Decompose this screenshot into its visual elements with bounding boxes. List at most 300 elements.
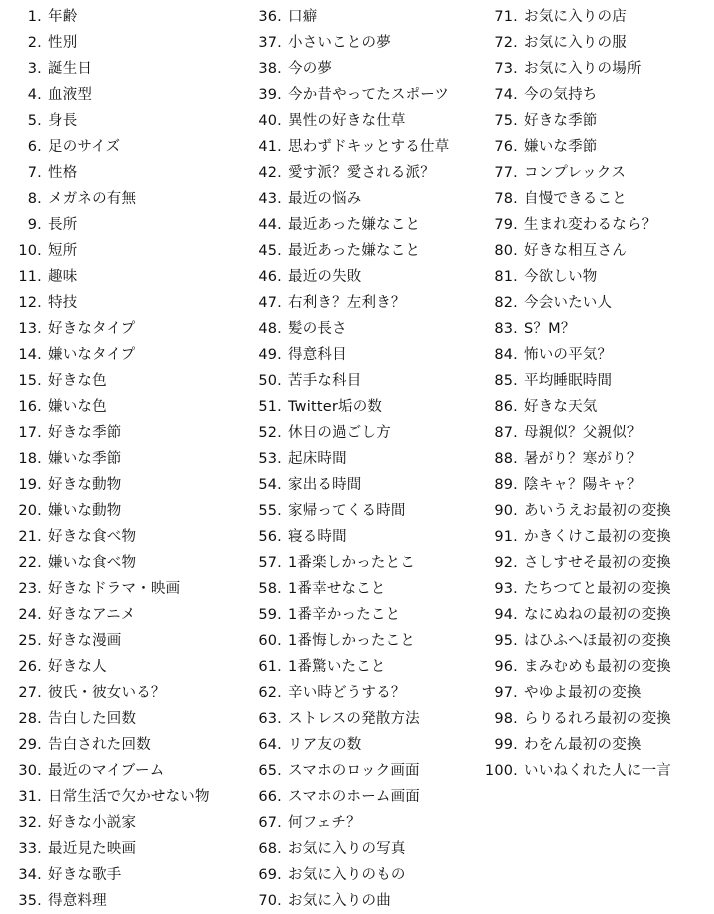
- item-number: 10.: [18, 243, 42, 259]
- item-number: 72.: [494, 35, 518, 51]
- list-item: [482, 628, 714, 654]
- item-number: 36.: [258, 9, 282, 25]
- list-item: [250, 368, 495, 394]
- item-number: 88.: [494, 451, 518, 467]
- list-item: [482, 420, 714, 446]
- item-text: 好きな色: [48, 373, 107, 389]
- list-item: [250, 316, 495, 342]
- item-text: 特技: [48, 295, 78, 311]
- item-number: 34.: [18, 867, 42, 883]
- list-item: [8, 420, 248, 446]
- list-item: [8, 576, 248, 602]
- item-number: 47.: [258, 295, 282, 311]
- list-item: [250, 420, 495, 446]
- item-number: 73.: [494, 61, 518, 77]
- item-number: 22.: [18, 555, 42, 571]
- item-number: 94.: [494, 607, 518, 623]
- list-item: [8, 784, 248, 810]
- item-text: 平均睡眠時間: [524, 373, 613, 389]
- item-text: 好きな天気: [524, 399, 598, 415]
- item-number: 45.: [258, 243, 282, 259]
- list-item: [8, 706, 248, 732]
- item-text: 得意料理: [48, 893, 107, 909]
- list-item: [8, 4, 248, 30]
- item-text: スマホのロック画面: [288, 763, 420, 779]
- item-text: 1番辛かったこと: [288, 607, 401, 623]
- list-item: [8, 446, 248, 472]
- item-text: 日常生活で欠かせない物: [48, 789, 210, 805]
- list-item: [8, 498, 248, 524]
- item-number: 30.: [18, 763, 42, 779]
- list-item: [250, 290, 495, 316]
- item-text: はひふへほ最初の変換: [524, 633, 671, 649]
- item-text: 生まれ変わるなら？: [524, 217, 657, 233]
- item-text: 足のサイズ: [48, 139, 121, 155]
- item-text: 血液型: [48, 87, 93, 103]
- item-text: スマホのホーム画面: [288, 789, 421, 805]
- item-text: 性別: [48, 35, 78, 51]
- item-text: 何フェチ？: [288, 815, 361, 831]
- item-text: さしすせそ最初の変換: [524, 555, 671, 571]
- item-text: 嫌いな季節: [524, 139, 598, 155]
- list-item: [8, 342, 248, 368]
- item-number: 83.: [494, 321, 518, 337]
- item-text: 年齢: [48, 9, 78, 25]
- item-number: 32.: [18, 815, 42, 831]
- item-text: S？M？: [524, 321, 576, 337]
- list-item: [250, 4, 495, 30]
- list-item: [250, 888, 495, 914]
- item-text: 好きな季節: [524, 113, 598, 129]
- list-item: [250, 680, 495, 706]
- list-item: [8, 264, 248, 290]
- list-item: [8, 316, 248, 342]
- item-text: 彼氏・彼女いる？: [48, 685, 166, 701]
- list-item: [8, 550, 248, 576]
- list-item: [482, 472, 714, 498]
- item-text: Twitter垢の数: [288, 399, 383, 415]
- item-number: 8.: [27, 191, 42, 207]
- item-number: 21.: [18, 529, 42, 545]
- list-item: [250, 212, 495, 238]
- item-text: 思わずドキッとする仕草: [288, 139, 450, 155]
- item-text: 長所: [48, 217, 78, 233]
- item-text: 嫌いな色: [48, 399, 107, 415]
- list-item: [8, 472, 248, 498]
- item-text: 好きなアニメ: [48, 607, 136, 623]
- list-item: [8, 290, 248, 316]
- list-item: [482, 758, 714, 784]
- item-number: 97.: [494, 685, 518, 701]
- item-text: コンプレックス: [524, 165, 627, 181]
- item-number: 16.: [18, 399, 42, 415]
- item-text: 家出る時間: [288, 477, 362, 493]
- item-text: 異性の好きな仕草: [288, 113, 406, 129]
- list-item: [8, 56, 248, 82]
- item-number: 99.: [494, 737, 518, 753]
- item-text: お気に入りの服: [524, 35, 627, 51]
- item-text: 最近の悩み: [288, 191, 362, 207]
- item-number: 43.: [258, 191, 282, 207]
- item-number: 5.: [27, 113, 42, 129]
- list-item: [482, 706, 714, 732]
- item-text: 得意科目: [288, 347, 347, 363]
- item-text: 自慢できること: [524, 191, 627, 207]
- list-item: [250, 576, 495, 602]
- list-item: [250, 628, 495, 654]
- item-number: 6.: [27, 139, 42, 155]
- item-number: 59.: [258, 607, 282, 623]
- item-text: 好きな歌手: [48, 867, 122, 883]
- item-number: 56.: [258, 529, 282, 545]
- item-number: 71.: [494, 9, 518, 25]
- item-text: 嫌いな動物: [48, 503, 122, 519]
- item-number: 66.: [258, 789, 282, 805]
- list-item: [250, 602, 495, 628]
- item-text: たちつてと最初の変換: [524, 581, 671, 597]
- item-text: 好きなドラマ・映画: [48, 581, 181, 597]
- item-number: 85.: [494, 373, 518, 389]
- item-text: 嫌いなタイプ: [48, 347, 136, 363]
- item-text: 趣味: [48, 269, 78, 285]
- list-item: [8, 836, 248, 862]
- list-item: [482, 498, 714, 524]
- list-item: [482, 264, 714, 290]
- item-text: 誕生日: [48, 61, 93, 77]
- item-number: 17.: [18, 425, 42, 441]
- question-column-2: [250, 4, 495, 914]
- item-number: 64.: [258, 737, 282, 753]
- item-text: 家帰ってくる時間: [288, 503, 406, 519]
- item-text: 右利き？左利き？: [288, 295, 406, 311]
- list-item: [250, 862, 495, 888]
- list-item: [482, 316, 714, 342]
- list-item: [482, 394, 714, 420]
- item-text: 最近見た映画: [48, 841, 137, 857]
- list-item: [8, 108, 248, 134]
- item-number: 87.: [494, 425, 518, 441]
- item-text: 好きなタイプ: [48, 321, 136, 337]
- item-number: 51.: [258, 399, 282, 415]
- item-text: リア友の数: [288, 737, 362, 753]
- item-number: 98.: [494, 711, 518, 727]
- item-text: 今の夢: [288, 61, 333, 77]
- item-text: 好きな相互さん: [524, 243, 627, 259]
- list-item: [8, 30, 248, 56]
- item-number: 1.: [27, 9, 42, 25]
- item-text: 身長: [48, 113, 78, 129]
- list-item: [8, 862, 248, 888]
- list-item: [8, 628, 248, 654]
- list-item: [250, 758, 495, 784]
- item-number: 15.: [18, 373, 42, 389]
- item-number: 78.: [494, 191, 518, 207]
- item-number: 20.: [18, 503, 42, 519]
- item-text: 愛す派？愛される派？: [288, 165, 435, 181]
- list-item: [250, 472, 495, 498]
- item-text: 陰キャ？陽キャ？: [524, 477, 642, 493]
- item-text: かきくけこ最初の変換: [524, 529, 671, 545]
- item-text: 苦手な科目: [288, 373, 362, 389]
- item-text: やゆよ最初の変換: [524, 685, 642, 701]
- item-number: 24.: [18, 607, 42, 623]
- item-number: 62.: [258, 685, 282, 701]
- item-text: お気に入りの曲: [288, 893, 391, 909]
- list-item: [250, 446, 495, 472]
- item-text: 最近あった嫌なこと: [288, 217, 421, 233]
- item-text: 1番悔しかったこと: [288, 633, 416, 649]
- item-number: 38.: [258, 61, 282, 77]
- item-number: 25.: [18, 633, 42, 649]
- item-text: なにぬねの最初の変換: [524, 607, 671, 623]
- list-item: [8, 212, 248, 238]
- item-number: 84.: [494, 347, 518, 363]
- item-text: 1番楽しかったとこ: [288, 555, 416, 571]
- item-text: 好きな小説家: [48, 815, 137, 831]
- list-item: [482, 342, 714, 368]
- list-item: [482, 602, 714, 628]
- item-number: 52.: [258, 425, 282, 441]
- item-text: 小さいことの夢: [288, 35, 391, 51]
- item-number: 70.: [258, 893, 282, 909]
- item-text: 1番驚いたこと: [288, 659, 386, 675]
- list-item: [8, 680, 248, 706]
- list-item: [250, 498, 495, 524]
- item-text: 1番幸せなこと: [288, 581, 386, 597]
- item-text: 母親似？父親似？: [524, 425, 642, 441]
- list-item: [8, 810, 248, 836]
- list-item: [250, 238, 495, 264]
- list-item: [482, 290, 714, 316]
- item-number: 19.: [18, 477, 42, 493]
- item-text: お気に入りのもの: [288, 867, 406, 883]
- list-item: [482, 30, 714, 56]
- item-number: 80.: [494, 243, 518, 259]
- item-number: 33.: [18, 841, 42, 857]
- item-number: 63.: [258, 711, 282, 727]
- item-number: 28.: [18, 711, 42, 727]
- item-number: 92.: [494, 555, 518, 571]
- item-text: 好きな食べ物: [48, 529, 137, 545]
- item-number: 40.: [258, 113, 282, 129]
- item-number: 4.: [27, 87, 42, 103]
- item-text: らりるれろ最初の変換: [524, 711, 671, 727]
- item-text: お気に入りの店: [524, 9, 627, 25]
- item-number: 75.: [494, 113, 518, 129]
- item-number: 23.: [18, 581, 42, 597]
- item-text: 今会いたい人: [524, 295, 613, 311]
- list-item: [8, 238, 248, 264]
- item-text: 好きな人: [48, 659, 107, 675]
- item-number: 69.: [258, 867, 282, 883]
- list-item: [250, 394, 495, 420]
- item-text: 告白した回数: [48, 711, 137, 727]
- list-item: [8, 134, 248, 160]
- list-item: [250, 56, 495, 82]
- item-text: 今か昔やってたスポーツ: [288, 87, 450, 103]
- list-item: [250, 342, 495, 368]
- list-item: [482, 576, 714, 602]
- list-item: [482, 368, 714, 394]
- item-text: 好きな季節: [48, 425, 122, 441]
- list-item: [250, 264, 495, 290]
- list-item: [482, 524, 714, 550]
- item-text: 告白された回数: [48, 737, 151, 753]
- list-item: [250, 186, 495, 212]
- item-text: まみむめも最初の変換: [524, 659, 671, 675]
- list-item: [482, 108, 714, 134]
- item-text: 嫌いな季節: [48, 451, 122, 467]
- item-number: 74.: [494, 87, 518, 103]
- list-item: [482, 186, 714, 212]
- item-number: 46.: [258, 269, 282, 285]
- item-number: 2.: [27, 35, 42, 51]
- item-number: 39.: [258, 87, 282, 103]
- list-item: [8, 758, 248, 784]
- list-item: [250, 160, 495, 186]
- item-number: 42.: [258, 165, 282, 181]
- list-item: [8, 368, 248, 394]
- item-number: 7.: [27, 165, 42, 181]
- list-item: [8, 524, 248, 550]
- list-item: [250, 30, 495, 56]
- item-text: 最近の失敗: [288, 269, 362, 285]
- item-number: 79.: [494, 217, 518, 233]
- list-item: [250, 810, 495, 836]
- item-number: 31.: [18, 789, 42, 805]
- list-item: [250, 82, 495, 108]
- list-item: [250, 706, 495, 732]
- item-text: 寝る時間: [288, 529, 347, 545]
- item-number: 26.: [18, 659, 42, 675]
- question-column-1: [8, 4, 248, 914]
- item-number: 95.: [494, 633, 518, 649]
- item-number: 49.: [258, 347, 282, 363]
- item-text: 口癖: [288, 9, 318, 25]
- item-number: 82.: [494, 295, 518, 311]
- item-number: 58.: [258, 581, 282, 597]
- item-number: 3.: [27, 61, 42, 77]
- item-text: 怖いの平気？: [524, 347, 613, 363]
- list-item: [8, 186, 248, 212]
- item-text: 最近のマイブーム: [48, 763, 165, 779]
- item-number: 9.: [27, 217, 42, 233]
- item-text: お気に入りの場所: [524, 61, 642, 77]
- list-item: [482, 238, 714, 264]
- item-text: 辛い時どうする？: [288, 685, 406, 701]
- item-text: いいねくれた人に一言: [524, 763, 671, 779]
- item-number: 53.: [258, 451, 282, 467]
- list-item: [250, 836, 495, 862]
- list-item: [250, 654, 495, 680]
- item-text: あいうえお最初の変換: [524, 503, 671, 519]
- item-text: 最近あった嫌なこと: [288, 243, 421, 259]
- item-number: 68.: [258, 841, 282, 857]
- item-text: わをん最初の変換: [524, 737, 642, 753]
- list-item: [250, 108, 495, 134]
- item-number: 55.: [258, 503, 282, 519]
- item-text: 髪の長さ: [288, 321, 347, 337]
- item-number: 57.: [258, 555, 282, 571]
- list-item: [482, 56, 714, 82]
- item-number: 100.: [484, 763, 518, 779]
- item-text: 嫌いな食べ物: [48, 555, 137, 571]
- list-item: [250, 784, 495, 810]
- item-number: 77.: [494, 165, 518, 181]
- item-text: 暑がり？寒がり？: [524, 451, 642, 467]
- item-number: 54.: [258, 477, 282, 493]
- item-text: 好きな漫画: [48, 633, 122, 649]
- item-number: 93.: [494, 581, 518, 597]
- list-item: [482, 732, 714, 758]
- list-item: [8, 654, 248, 680]
- item-number: 41.: [258, 139, 282, 155]
- item-number: 65.: [258, 763, 282, 779]
- list-item: [482, 446, 714, 472]
- item-number: 27.: [18, 685, 42, 701]
- list-item: [8, 732, 248, 758]
- list-item: [482, 212, 714, 238]
- list-item: [250, 550, 495, 576]
- item-number: 18.: [18, 451, 42, 467]
- item-number: 11.: [18, 269, 42, 285]
- item-text: 短所: [48, 243, 78, 259]
- item-number: 13.: [18, 321, 42, 337]
- item-text: お気に入りの写真: [288, 841, 406, 857]
- item-number: 91.: [494, 529, 518, 545]
- item-number: 89.: [494, 477, 518, 493]
- list-item: [250, 732, 495, 758]
- list-item: [8, 160, 248, 186]
- item-number: 12.: [18, 295, 42, 311]
- list-item: [8, 82, 248, 108]
- list-item: [482, 82, 714, 108]
- item-number: 67.: [258, 815, 282, 831]
- item-text: 今の気持ち: [524, 87, 598, 103]
- question-column-3: [482, 4, 714, 784]
- list-item: [482, 160, 714, 186]
- item-text: 性格: [48, 165, 78, 181]
- list-item: [8, 602, 248, 628]
- list-item: [482, 134, 714, 160]
- list-item: [250, 134, 495, 160]
- item-number: 50.: [258, 373, 282, 389]
- item-text: 今欲しい物: [524, 269, 598, 285]
- item-number: 90.: [494, 503, 518, 519]
- item-number: 44.: [258, 217, 282, 233]
- item-number: 37.: [258, 35, 282, 51]
- list-item: [482, 680, 714, 706]
- list-item: [482, 4, 714, 30]
- item-text: 好きな動物: [48, 477, 122, 493]
- item-number: 35.: [18, 893, 42, 909]
- item-number: 61.: [258, 659, 282, 675]
- item-number: 29.: [18, 737, 42, 753]
- list-item: [8, 888, 248, 914]
- item-number: 96.: [494, 659, 518, 675]
- item-number: 76.: [494, 139, 518, 155]
- item-number: 14.: [18, 347, 42, 363]
- item-text: 休日の過ごし方: [288, 425, 391, 441]
- item-number: 81.: [494, 269, 518, 285]
- list-item: [482, 550, 714, 576]
- item-number: 48.: [258, 321, 282, 337]
- list-item: [250, 524, 495, 550]
- item-text: ストレスの発散方法: [288, 711, 420, 727]
- list-item: [8, 394, 248, 420]
- item-number: 60.: [258, 633, 282, 649]
- item-text: 起床時間: [288, 451, 347, 467]
